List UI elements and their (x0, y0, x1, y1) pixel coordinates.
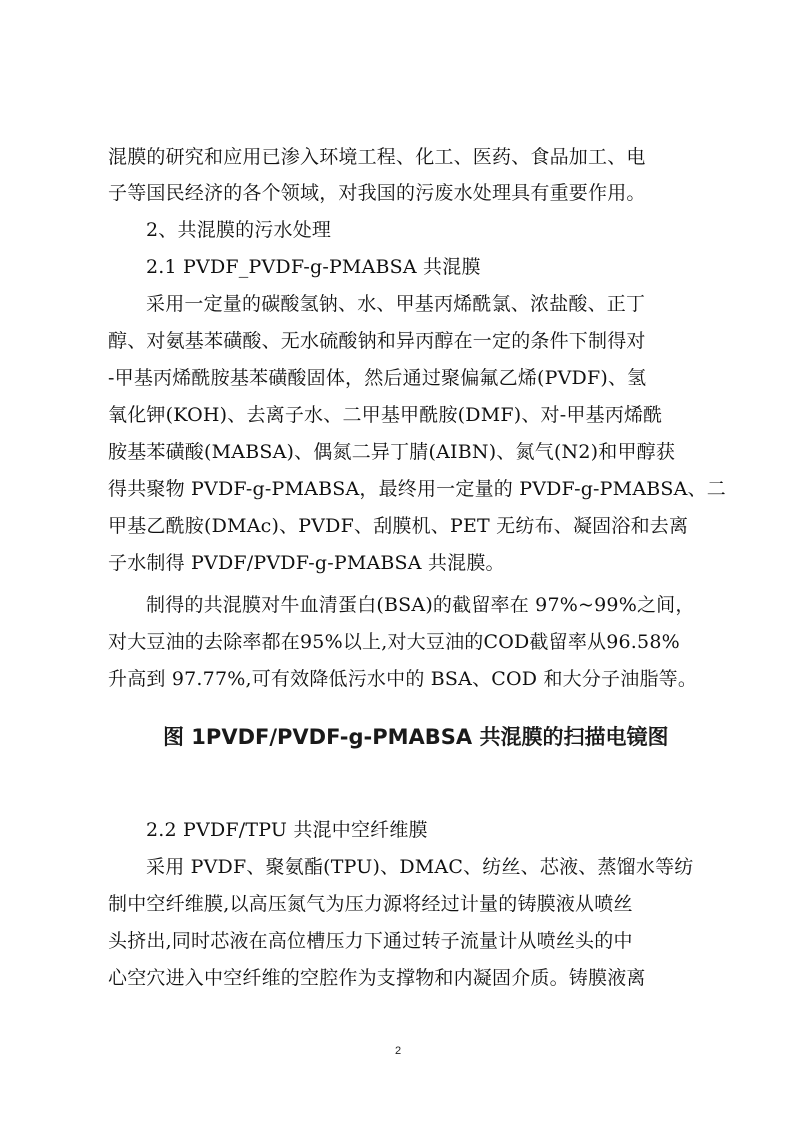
paragraph-line: 子水制得 PVDF/PVDF-g-PMABSA 共混膜。 (108, 552, 505, 574)
paragraph-line: 头挤出,同时芯液在高位槽压力下通过转子流量计从喷丝头的中 (108, 930, 633, 952)
paragraph-line: 心空穴进入中空纤维的空腔作为支撑物和内凝固介质。铸膜液离 (108, 967, 646, 989)
paragraph-line: 制得的共混膜对牛血清蛋白(BSA)的截留率在 97%~99%之间， (146, 594, 695, 616)
paragraph-line: 混膜的研究和应用已渗入环境工程、化工、医药、食品加工、电 (108, 146, 646, 168)
paragraph-line: 胺基苯磺酸(MABSA)、偶氮二异丁腈(AIBN)、氮气(N2)和甲醇获 (108, 441, 676, 463)
subsection-heading: 2.1 PVDF_PVDF-g-PMABSA 共混膜 (146, 256, 481, 278)
paragraph-line: 制中空纤维膜,以高压氮气为压力源将经过计量的铸膜液从喷丝 (108, 893, 633, 915)
page-number: 2 (394, 1045, 402, 1057)
figure-caption: 图 1PVDF/PVDF-g-PMABSA 共混膜的扫描电镜图 (163, 725, 669, 749)
subsection-heading: 2.2 PVDF/TPU 共混中空纤维膜 (146, 819, 428, 841)
paragraph-line: 醇、对氨基苯磺酸、无水硫酸钠和异丙醇在一定的条件下制得对 (108, 330, 646, 352)
paragraph-line: -甲基丙烯酰胺基苯磺酸固体，然后通过聚偏氟乙烯(PVDF)、氢 (108, 367, 647, 389)
paragraph-line: 子等国民经济的各个领域，对我国的污废水处理具有重要作用。 (108, 182, 646, 204)
paragraph-line: 对大豆油的去除率都在95%以上,对大豆油的COD截留率从96.58% (108, 631, 680, 653)
paragraph-line: 采用 PVDF、聚氨酯(TPU)、DMAC、纺丝、芯液、蒸馏水等纺 (146, 856, 694, 878)
paragraph-line: 升高到 97.77%,可有效降低污水中的 BSA、COD 和大分子油脂等。 (108, 668, 698, 690)
paragraph-line: 采用一定量的碳酸氢钠、水、甲基丙烯酰氯、浓盐酸、正丁 (146, 293, 646, 315)
paragraph-line: 得共聚物 PVDF-g-PMABSA，最终用一定量的 PVDF-g-PMABSA、二 (108, 478, 726, 500)
paragraph-line: 氧化钾(KOH)、去离子水、二甲基甲酰胺(DMF)、对-甲基丙烯酰 (108, 404, 663, 426)
paragraph-line: 甲基乙酰胺(DMAc)、PVDF、刮膜机、PET 无纺布、凝固浴和去离 (108, 515, 689, 537)
section-heading: 2、共混膜的污水处理 (146, 219, 332, 241)
